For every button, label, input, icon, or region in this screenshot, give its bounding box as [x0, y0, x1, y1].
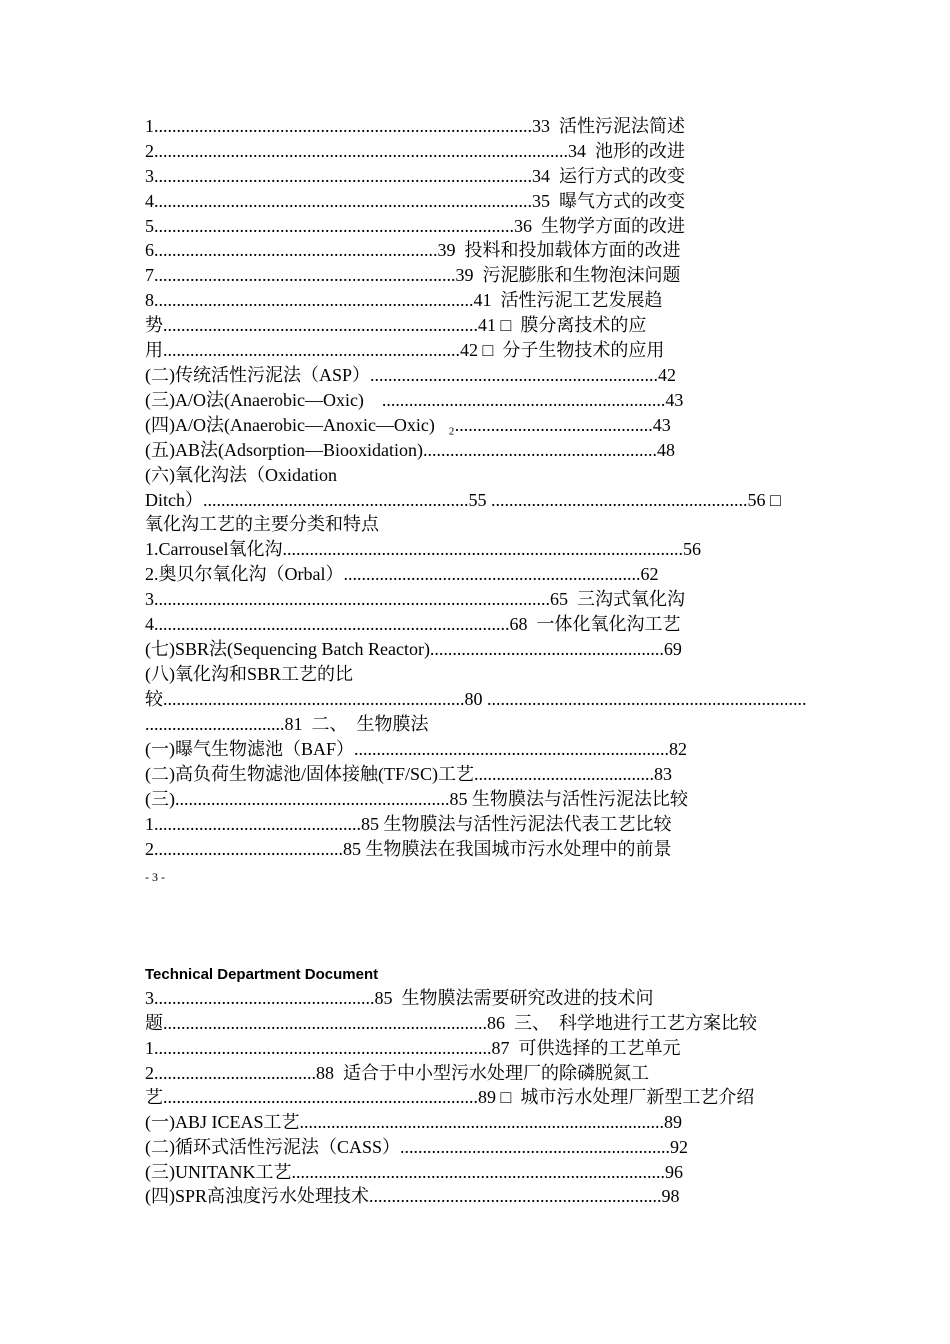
toc-entry: 2.奥贝尔氧化沟（Orbal）..................................................................62: [145, 564, 659, 584]
toc-entry: 1....................................................................................33 活性污泥法简述: [145, 116, 685, 136]
toc-entry: (八)氧化沟和SBR工艺的比: [145, 664, 354, 684]
toc-entry: 1...........................................................................87 可供选择的工艺单元: [145, 1038, 681, 1058]
toc-entry: (二)高负荷生物滤池/固体接触(TF/SC)工艺........................................83: [145, 764, 672, 784]
toc-entry: (三)A/O法(Anaerobic—Oxic) ...............................................................43: [145, 390, 684, 410]
document-header: Technical Department Document: [145, 966, 379, 983]
toc-entry: 2..........................................85 生物膜法在我国城市污水处理中的前景: [145, 839, 672, 859]
toc-entry: 用..................................................................42 □ 分子生物技术的应用: [145, 340, 665, 360]
toc-entry: (六)氧化沟法（Oxidation: [145, 465, 337, 485]
toc-entry: Ditch）...........................................................55 .........................................................56 □: [145, 490, 781, 510]
toc-entry: (一)曝气生物滤池（BAF）......................................................................82: [145, 739, 688, 759]
toc-entry: (三).............................................................85 生物膜法与活性污泥法比较: [145, 789, 688, 809]
toc-entry: 4...............................................................................68 一体化氧化沟工艺: [145, 614, 681, 634]
toc-entry: ...............................81 二、 生物膜法: [145, 714, 429, 734]
toc-entry: 5................................................................................36 生物学方面的改进: [145, 216, 685, 236]
toc-entry: (五)AB法(Adsorption—Biooxidation)....................................................48: [145, 440, 675, 460]
toc-entry: 1..............................................85 生物膜法与活性污泥法代表工艺比较: [145, 814, 672, 834]
toc-entry: 势......................................................................41 □ 膜分离技术的应: [145, 315, 647, 335]
toc-entry: (四)SPR高浊度污水处理技术.................................................................98: [145, 1186, 680, 1206]
page-number: - 3 -: [145, 870, 165, 884]
toc-entry: 4....................................................................................35 曝气方式的改变: [145, 191, 685, 211]
toc-entry: 1.Carrousel氧化沟.........................................................................................56: [145, 539, 701, 559]
toc-entry: (三)UNITANK工艺...................................................................................96: [145, 1162, 684, 1182]
toc-entry: 艺......................................................................89 □ 城市污水处理厂新型工艺介绍: [145, 1087, 755, 1107]
toc-entry: 2............................................................................................34 池形的改进: [145, 141, 685, 161]
toc-entry: (二)循环式活性污泥法（CASS）............................................................92: [145, 1137, 689, 1157]
toc-entry: 3........................................................................................65 三沟式氧化沟: [145, 589, 685, 609]
toc-entry: (一)ABJ ICEAS工艺.................................................................................89: [145, 1112, 683, 1132]
toc-entry: 题........................................................................86 三、 科学地进行工艺方案比较: [145, 1013, 757, 1033]
toc-entry: 较...................................................................80 .......................................................................: [145, 689, 807, 709]
toc-entry: 3....................................................................................34 运行方式的改变: [145, 166, 685, 186]
toc-entry: 7...................................................................39 污泥膨胀和生物泡沫问题: [145, 265, 681, 285]
toc-entry: (二)传统活性污泥法（ASP）................................................................42: [145, 365, 677, 385]
toc-entry: 3.................................................85 生物膜法需要研究改进的技术问: [145, 988, 654, 1008]
toc-entry: (四)A/O法(Anaerobic—Anoxic—Oxic) ₂............................................43: [145, 415, 671, 435]
toc-entry: 6...............................................................39 投料和投加载体方面的改进: [145, 240, 681, 260]
toc-entry: (七)SBR法(Sequencing Batch Reactor)....................................................69: [145, 639, 682, 659]
toc-entry: 氧化沟工艺的主要分类和特点: [145, 514, 379, 534]
toc-entry: 8.......................................................................41 活性污泥工艺发展趋: [145, 290, 663, 310]
toc-entry: 2....................................88 适合于中小型污水处理厂的除磷脱氮工: [145, 1063, 649, 1083]
